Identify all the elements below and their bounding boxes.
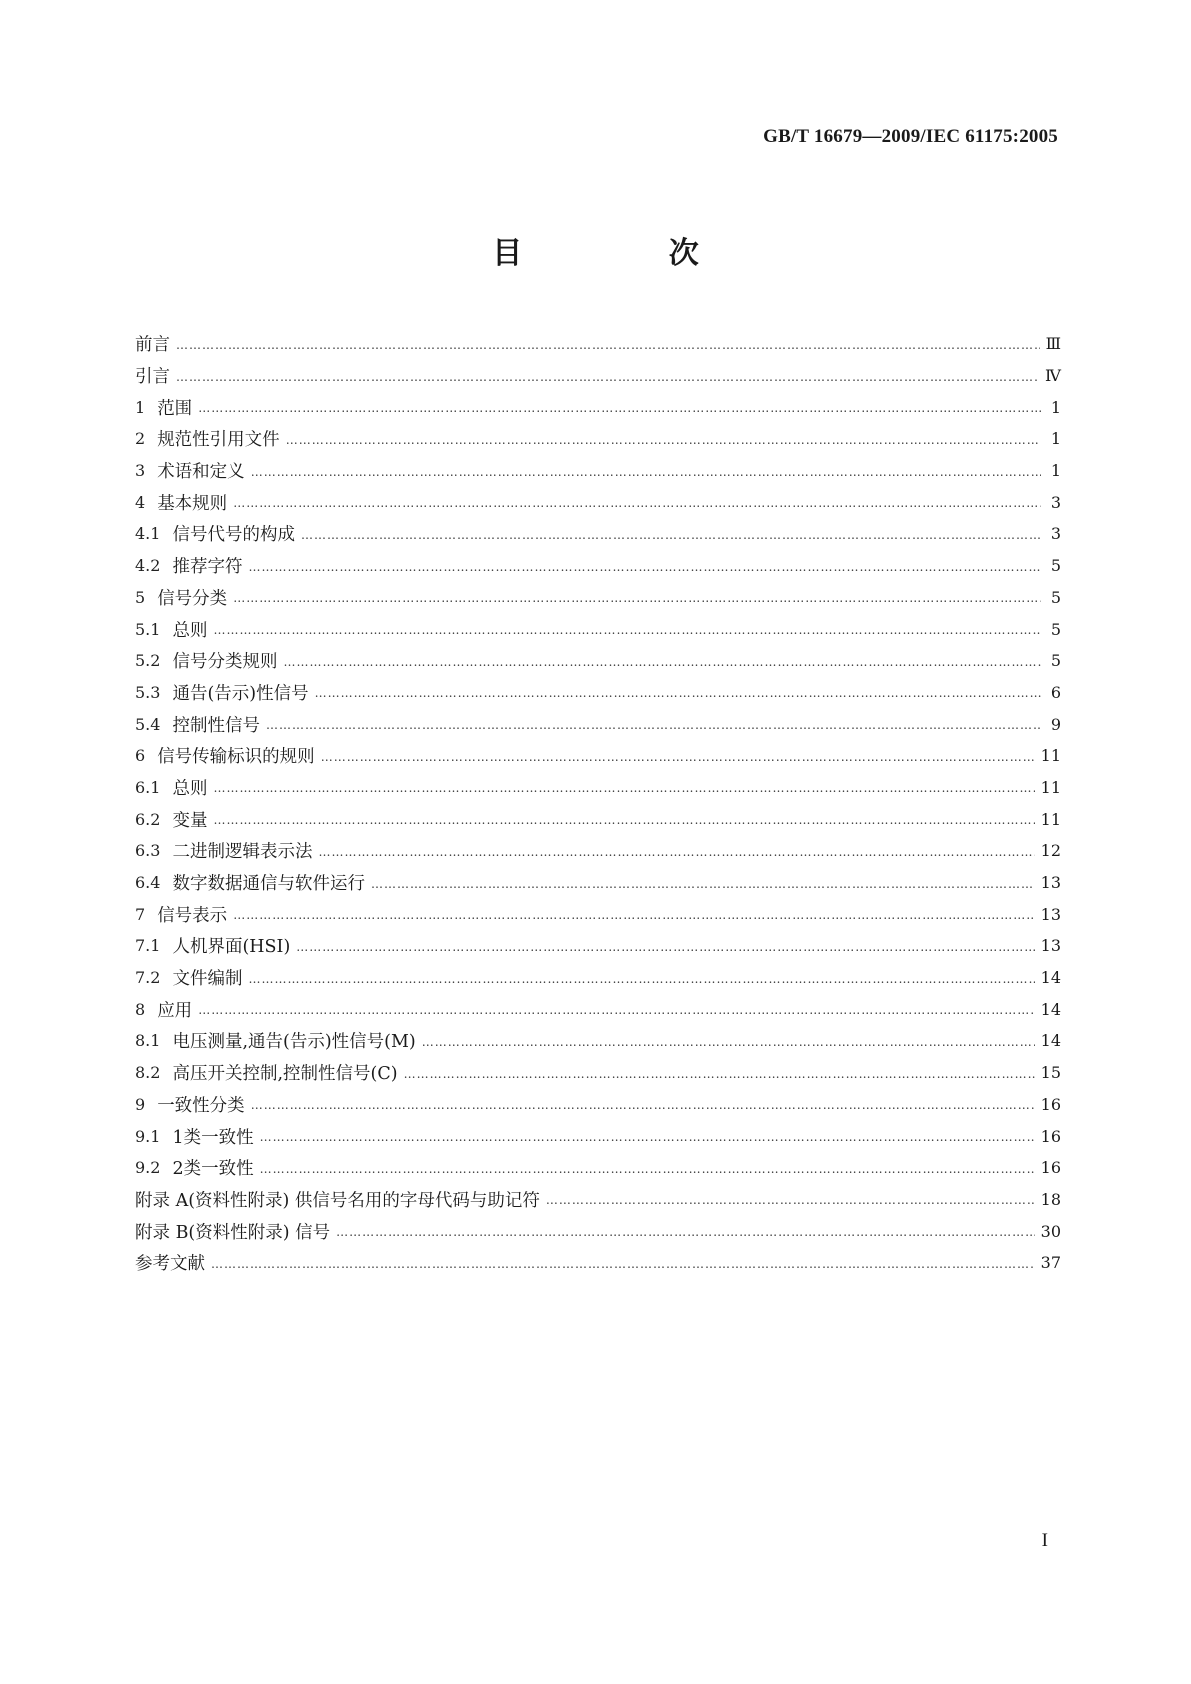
toc-dot-leader — [422, 1035, 1035, 1049]
toc-dot-leader — [233, 908, 1034, 922]
toc-entry[interactable] — [135, 898, 1061, 930]
toc-entry-page: 1 — [1050, 397, 1061, 417]
toc-dot-leader — [176, 338, 1040, 352]
toc-dot-leader — [315, 686, 1041, 700]
toc-entry-label: 前言 — [135, 335, 170, 356]
toc-entry-label: 总则 — [172, 778, 208, 799]
toc-entry[interactable] — [135, 1089, 1061, 1121]
toc-entry-number: 6.4 — [135, 873, 161, 893]
toc-entry[interactable] — [135, 1247, 1061, 1279]
toc-entry-page: 1 — [1050, 429, 1061, 449]
toc-dot-leader — [260, 1130, 1035, 1144]
toc-entry[interactable] — [135, 1025, 1061, 1057]
toc-entry-number: 8.1 — [135, 1031, 161, 1051]
toc-entry-page: 16 — [1040, 1094, 1061, 1114]
toc-entry[interactable] — [135, 930, 1061, 962]
toc-entry-label: 控制性信号 — [172, 715, 260, 736]
toc-entry-page: 13 — [1040, 873, 1061, 893]
toc-entry-page: 11 — [1040, 777, 1061, 797]
toc-dot-leader — [211, 1257, 1035, 1271]
toc-entry-number: 2 — [135, 429, 146, 449]
toc-entry-label: 2类一致性 — [172, 1159, 254, 1180]
toc-entry[interactable] — [135, 1215, 1061, 1247]
toc-entry-number: 4.1 — [135, 524, 161, 544]
toc-entry-page: 6 — [1050, 682, 1061, 702]
toc-entry[interactable] — [135, 518, 1061, 550]
toc-entry-number: 4 — [135, 492, 146, 512]
toc-entry-number: 9 — [135, 1094, 146, 1114]
toc-entry-label: 电压测量,通告(告示)性信号(M) — [172, 1032, 416, 1053]
toc-entry-label: 参考文献 — [135, 1254, 205, 1275]
toc-entry-number: 7 — [135, 904, 146, 924]
toc-dot-leader — [321, 750, 1035, 764]
toc-entry-number: 5.3 — [135, 682, 161, 702]
toc-entry-page: 13 — [1040, 936, 1061, 956]
table-of-contents — [135, 328, 1061, 1279]
toc-dot-leader — [283, 655, 1041, 669]
toc-dot-leader — [176, 370, 1039, 384]
toc-entry-label: 文件编制 — [172, 969, 243, 990]
toc-entry[interactable] — [135, 391, 1061, 423]
toc-entry-page: 3 — [1050, 524, 1061, 544]
toc-entry-label: 信号分类 — [157, 588, 228, 609]
toc-entry-number: 9.2 — [135, 1158, 161, 1178]
toc-entry-page: 14 — [1040, 968, 1061, 988]
toc-entry-page: 37 — [1040, 1253, 1061, 1273]
toc-entry[interactable] — [135, 993, 1061, 1025]
document-code: GB/T 16679—2009/IEC 61175:2005 — [763, 126, 1058, 147]
toc-entry-page: Ⅳ — [1045, 366, 1061, 386]
toc-entry[interactable] — [135, 1120, 1061, 1152]
toc-entry-number: 8 — [135, 999, 146, 1019]
toc-entry[interactable] — [135, 740, 1061, 772]
toc-entry-label: 引言 — [135, 367, 170, 388]
toc-entry[interactable] — [135, 550, 1061, 582]
toc-dot-leader — [318, 845, 1034, 859]
toc-entry-label: 1类一致性 — [172, 1127, 254, 1148]
toc-entry-page: 5 — [1050, 556, 1061, 576]
toc-entry-number: 3 — [135, 461, 146, 481]
toc-entry-number: 7.2 — [135, 968, 161, 988]
toc-entry[interactable] — [135, 803, 1061, 835]
toc-entry-label: 数字数据通信与软件运行 — [172, 874, 365, 895]
toc-entry[interactable] — [135, 1152, 1061, 1184]
toc-entry-label: 附录 A(资料性附录) 供信号名用的字母代码与助记符 — [135, 1190, 540, 1211]
toc-entry[interactable] — [135, 867, 1061, 899]
toc-dot-leader — [248, 560, 1041, 574]
toc-entry[interactable] — [135, 645, 1061, 677]
toc-entry-label: 附录 B(资料性附录) 信号 — [135, 1222, 331, 1243]
toc-entry-label: 信号代号的构成 — [172, 525, 295, 546]
toc-title: 目 次 — [492, 236, 767, 271]
toc-entry-label: 一致性分类 — [157, 1095, 245, 1116]
toc-entry-number: 8.2 — [135, 1063, 161, 1083]
toc-entry-number: 6.1 — [135, 777, 161, 797]
toc-dot-leader — [296, 940, 1034, 954]
toc-entry-number: 9.1 — [135, 1126, 161, 1146]
toc-dot-leader — [213, 623, 1041, 637]
toc-entry-label: 应用 — [157, 1000, 193, 1021]
toc-entry-page: 15 — [1040, 1063, 1061, 1083]
toc-entry-page: 11 — [1040, 746, 1061, 766]
toc-entry-number: 1 — [135, 397, 146, 417]
toc-entry-page: Ⅲ — [1045, 334, 1061, 354]
toc-entry[interactable] — [135, 772, 1061, 804]
toc-dot-leader — [198, 1003, 1034, 1017]
toc-entry[interactable] — [135, 835, 1061, 867]
toc-entry-label: 通告(告示)性信号 — [172, 683, 309, 704]
toc-entry-label: 信号传输标识的规则 — [157, 747, 315, 768]
toc-entry[interactable] — [135, 360, 1061, 392]
toc-entry-page: 5 — [1050, 587, 1061, 607]
toc-entry-page: 14 — [1040, 999, 1061, 1019]
toc-entry-page: 14 — [1040, 1031, 1061, 1051]
toc-entry-label: 二进制逻辑表示法 — [172, 842, 313, 863]
toc-dot-leader — [213, 813, 1034, 827]
toc-entry-page: 1 — [1050, 461, 1061, 481]
toc-entry-label: 范围 — [157, 398, 193, 419]
toc-entry[interactable] — [135, 582, 1061, 614]
toc-entry-number: 5.2 — [135, 651, 161, 671]
toc-entry-page: 16 — [1040, 1126, 1061, 1146]
toc-entry[interactable] — [135, 486, 1061, 518]
toc-entry-label: 信号表示 — [157, 905, 228, 926]
toc-entry-label: 推荐字符 — [172, 557, 243, 578]
toc-entry-label: 变量 — [172, 810, 208, 831]
toc-entry-number: 5.1 — [135, 619, 161, 639]
toc-entry-page: 13 — [1040, 904, 1061, 924]
toc-entry-label: 信号分类规则 — [172, 652, 278, 673]
toc-entry-page: 18 — [1040, 1189, 1061, 1209]
toc-entry[interactable] — [135, 962, 1061, 994]
toc-dot-leader — [336, 1225, 1035, 1239]
toc-entry[interactable] — [135, 677, 1061, 709]
toc-entry[interactable] — [135, 328, 1061, 360]
toc-entry-page: 30 — [1040, 1221, 1061, 1241]
toc-entry-page: 5 — [1050, 651, 1061, 671]
toc-entry[interactable] — [135, 455, 1061, 487]
toc-entry-number: 7.1 — [135, 936, 161, 956]
toc-dot-leader — [301, 528, 1041, 542]
toc-entry-page: 11 — [1040, 809, 1061, 829]
toc-dot-leader — [286, 433, 1041, 447]
toc-dot-leader — [404, 1067, 1035, 1081]
toc-entry-label: 术语和定义 — [157, 462, 245, 483]
toc-entry-label: 人机界面(HSI) — [172, 937, 291, 958]
toc-entry[interactable] — [135, 1057, 1061, 1089]
toc-entry-number: 6.3 — [135, 841, 161, 861]
toc-dot-leader — [251, 1098, 1035, 1112]
toc-dot-leader — [546, 1193, 1035, 1207]
toc-dot-leader — [198, 401, 1041, 415]
toc-entry[interactable] — [135, 613, 1061, 645]
toc-dot-leader — [260, 1162, 1035, 1176]
toc-dot-leader — [213, 781, 1034, 795]
toc-entry-number: 5 — [135, 587, 146, 607]
toc-dot-leader — [371, 877, 1035, 891]
toc-entry-number: 6 — [135, 746, 146, 766]
toc-entry-number: 5.4 — [135, 714, 161, 734]
toc-entry[interactable] — [135, 708, 1061, 740]
toc-entry-label: 规范性引用文件 — [157, 430, 280, 451]
toc-dot-leader — [266, 718, 1041, 732]
toc-entry-label: 基本规则 — [157, 493, 228, 514]
toc-dot-leader — [233, 591, 1041, 605]
toc-entry-page: 16 — [1040, 1158, 1061, 1178]
toc-entry-page: 9 — [1050, 714, 1061, 734]
toc-dot-leader — [233, 496, 1041, 510]
toc-dot-leader — [251, 465, 1041, 479]
page-number: I — [1041, 1530, 1048, 1551]
toc-entry-page: 5 — [1050, 619, 1061, 639]
toc-entry-number: 4.2 — [135, 556, 161, 576]
toc-entry-label: 总则 — [172, 620, 208, 641]
toc-dot-leader — [248, 972, 1034, 986]
toc-entry[interactable] — [135, 423, 1061, 455]
toc-entry[interactable] — [135, 1184, 1061, 1216]
toc-entry-label: 高压开关控制,控制性信号(C) — [172, 1064, 398, 1085]
toc-entry-number: 6.2 — [135, 809, 161, 829]
toc-entry-page: 3 — [1050, 492, 1061, 512]
toc-entry-page: 12 — [1040, 841, 1061, 861]
